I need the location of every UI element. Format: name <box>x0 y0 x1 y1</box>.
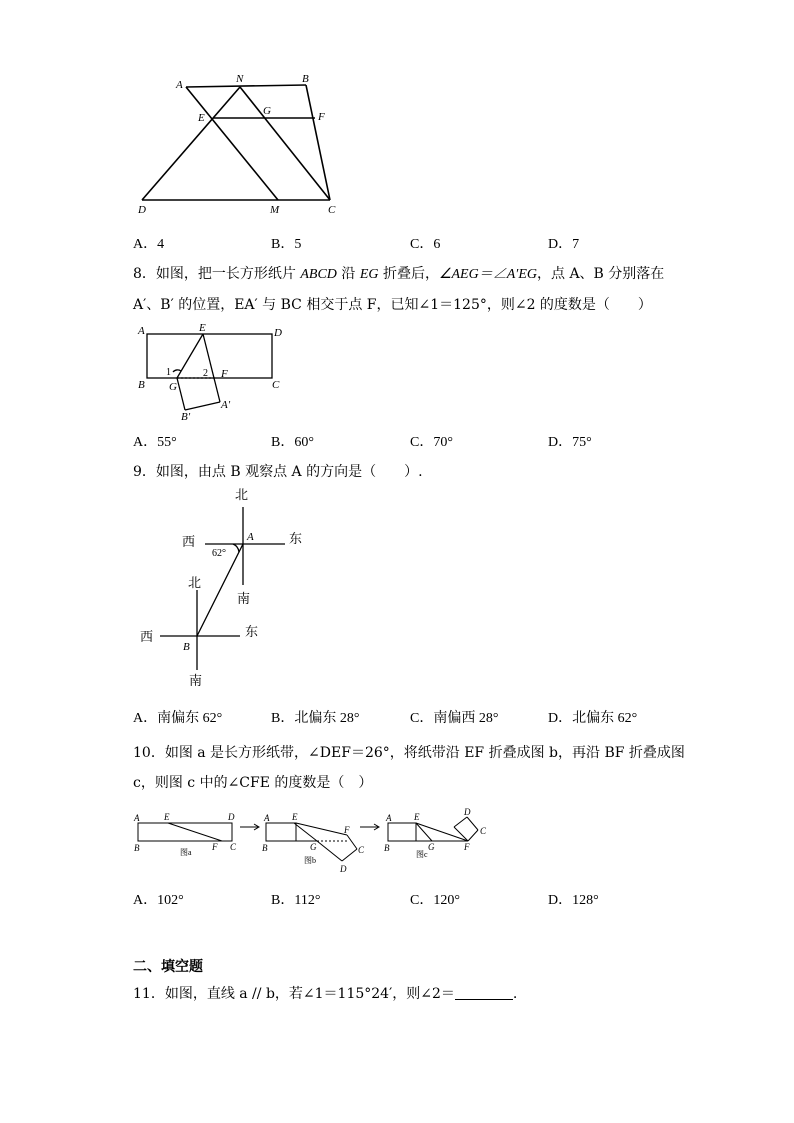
q10-option-b[interactable]: B．112° <box>271 893 321 908</box>
q7-label-d: D <box>138 204 146 216</box>
q7-label-f: F <box>318 111 325 123</box>
q7-label-c: C <box>328 204 336 216</box>
q8-label-angle1: 1 <box>166 367 171 378</box>
q7-label-m: M <box>270 204 280 216</box>
q8-figure <box>135 322 300 422</box>
q10-a-label-f: F <box>212 842 218 852</box>
q7-label-b: B <box>302 73 309 85</box>
q7-label-n: N <box>236 73 244 85</box>
q10-caption-c: 图c <box>416 850 428 859</box>
q9-label-north-b: 北 <box>188 576 202 591</box>
q11-stem: 11．如图，直线 a // b，若∠1＝115°24′，则∠2＝ <box>133 986 455 1002</box>
q10-caption-b: 图b <box>304 856 316 865</box>
q11-answer-blank[interactable] <box>455 985 513 1000</box>
q9-label-b: B <box>183 641 190 653</box>
q10-b-label-f: F <box>344 825 350 835</box>
q10-option-d[interactable]: D．128° <box>548 893 599 908</box>
q8-stem-line2: A′、B′ 的位置，EA′ 与 BC 相交于点 F，已知∠1＝125°，则∠2 的度数是（ ） <box>133 297 652 313</box>
q10-b-label-c: C <box>358 845 365 855</box>
section-title: 二、填空题 <box>133 959 203 975</box>
q10-b-label-g: G <box>310 842 317 852</box>
q8-label-c: C <box>272 379 280 391</box>
q8-label-g: G <box>169 381 177 393</box>
q9-option-b[interactable]: B．北偏东 28° <box>271 711 360 726</box>
q10-b-label-a: A <box>264 813 270 823</box>
q10-c-label-e: E <box>414 812 420 822</box>
q10-a-label-e: E <box>164 812 170 822</box>
q9-label-west-a: 西 <box>182 535 196 550</box>
q10-caption-a: 图a <box>180 848 192 857</box>
q8-stem-line1 <box>133 264 664 285</box>
q10-stem-line1: 10．如图 a 是长方形纸带，∠DEF＝26°，将纸带沿 EF 折叠成图 b，再沿 BF 折叠成图 <box>133 745 685 761</box>
q10-c-label-g: G <box>428 842 435 852</box>
q9-option-c[interactable]: C．南偏西 28° <box>410 711 499 726</box>
q9-option-a[interactable]: A．南偏东 62° <box>133 711 223 726</box>
q9-label-west-b: 西 <box>140 630 154 645</box>
q7-label-g: G <box>263 105 271 117</box>
q9-label-east-b: 东 <box>245 625 259 640</box>
q10-stem-line2: c，则图 c 中的∠CFE 的度数是（ ） <box>133 775 373 791</box>
q8-stem-abcd: ABCD <box>300 267 337 282</box>
q10-c-label-f: F <box>464 842 470 852</box>
q8-stem-mid: 沿 <box>336 266 360 282</box>
q10-figure <box>132 805 512 877</box>
q8-label-d: D <box>274 327 282 339</box>
q9-figure <box>135 485 325 695</box>
q8-stem-mid2: 折叠后， <box>378 266 439 282</box>
q7-option-d[interactable]: D．7 <box>548 237 580 252</box>
q9-label-a: A <box>247 531 254 543</box>
q8-stem-angles: ∠AEG＝∠A′EG <box>438 267 537 282</box>
q10-option-c[interactable]: C．120° <box>410 893 460 908</box>
q10-a-label-d: D <box>228 812 235 822</box>
q10-c-label-a: A <box>386 813 392 823</box>
q9-label-east-a: 东 <box>289 532 303 547</box>
q7-label-a: A <box>176 79 183 91</box>
q8-option-a[interactable]: A．55° <box>133 435 177 450</box>
q9-label-south-b: 南 <box>189 674 203 689</box>
q8-label-b: B <box>138 379 145 391</box>
q10-a-label-c: C <box>230 842 237 852</box>
q7-label-e: E <box>198 112 205 124</box>
q9-label-north-a: 北 <box>235 488 249 503</box>
q10-option-a[interactable]: A．102° <box>133 893 184 908</box>
q7-option-a[interactable]: A．4 <box>133 237 165 252</box>
q9-label-angle: 62° <box>212 548 226 559</box>
q8-option-b[interactable]: B．60° <box>271 435 314 450</box>
q8-label-a: A <box>138 325 145 337</box>
q8-stem-suffix: ，点 A、B 分别落在 <box>537 266 665 282</box>
q9-label-south-a: 南 <box>237 592 251 607</box>
q8-option-d[interactable]: D．75° <box>548 435 592 450</box>
q8-stem-prefix: 8．如图，把一长方形纸片 <box>133 266 301 282</box>
q10-b-label-b: B <box>262 843 268 853</box>
q10-b-label-d: D <box>340 864 347 874</box>
q10-b-label-e: E <box>292 812 298 822</box>
q10-c-label-d: D <box>464 807 471 817</box>
q11-stem-end: . <box>512 986 518 1002</box>
q7-option-b[interactable]: B．5 <box>271 237 302 252</box>
q8-label-bprime: B′ <box>181 411 191 422</box>
q10-a-label-b: B <box>134 843 140 853</box>
q11-stem-line <box>133 984 517 1004</box>
q8-stem-eg: EG <box>359 267 379 282</box>
q10-c-label-c: C <box>480 826 487 836</box>
q8-label-aprime: A′ <box>221 399 231 411</box>
q7-option-c[interactable]: C．6 <box>410 237 441 252</box>
q8-label-angle2: 2 <box>203 368 208 379</box>
q9-option-d[interactable]: D．北偏东 62° <box>548 711 638 726</box>
q8-label-e: E <box>199 322 206 334</box>
q8-label-f: F <box>221 368 228 380</box>
q10-c-label-b: B <box>384 843 390 853</box>
q9-stem: 9．如图，由点 B 观察点 A 的方向是（ ）. <box>133 464 423 480</box>
q10-a-label-a: A <box>134 813 140 823</box>
q8-option-c[interactable]: C．70° <box>410 435 453 450</box>
q7-figure <box>130 68 350 218</box>
